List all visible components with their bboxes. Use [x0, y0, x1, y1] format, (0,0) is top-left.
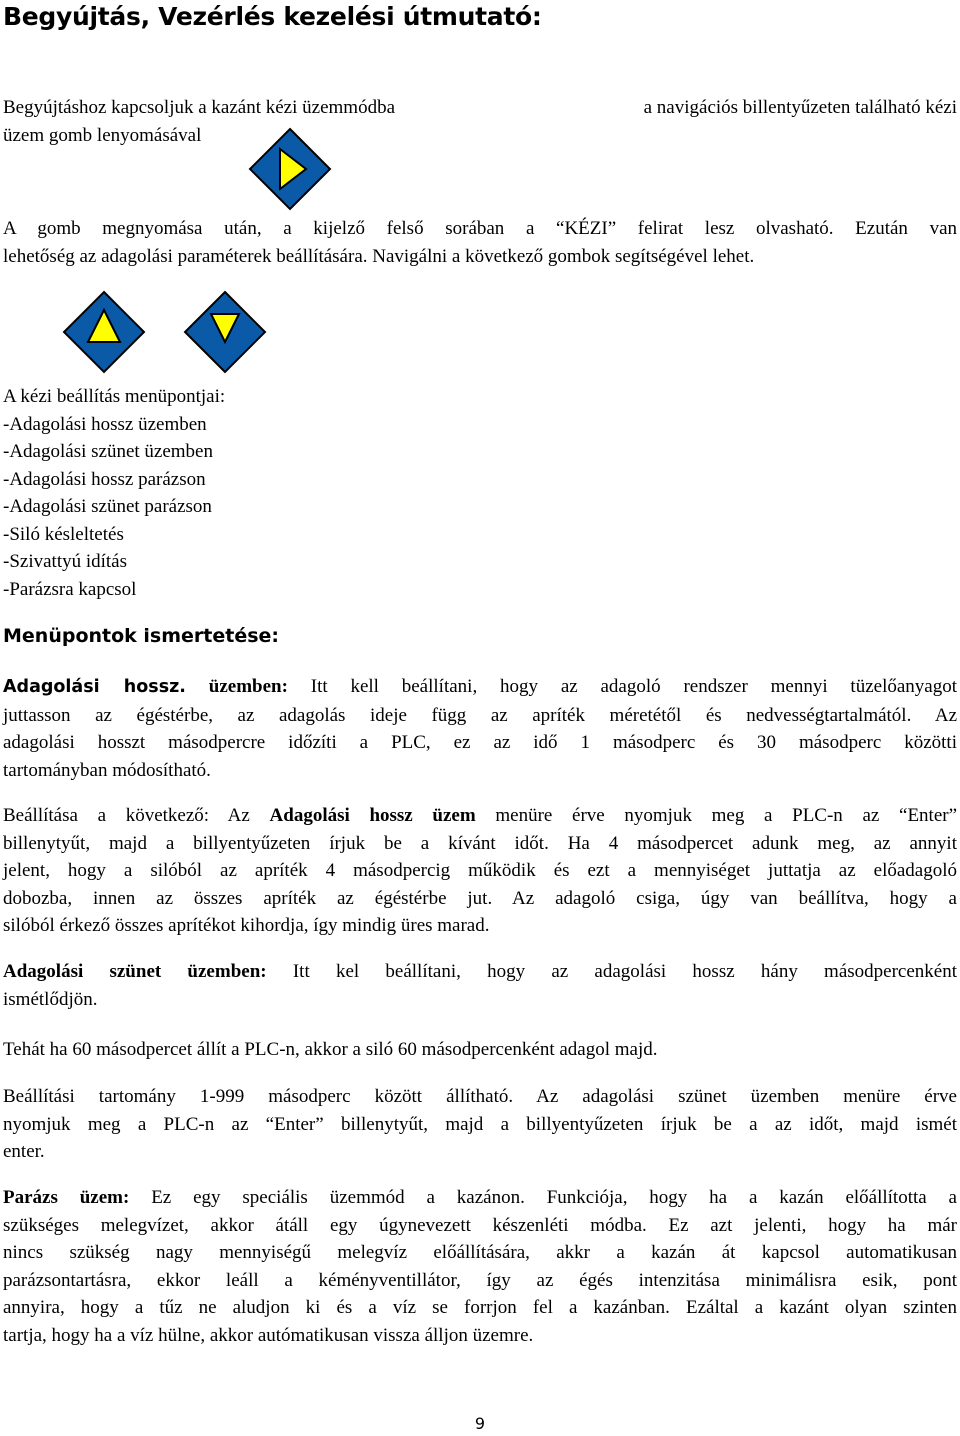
p6-line1: Ez egy speciális üzemmód a kazánon. Funkciója, hogy ha a kazán előállította a [151, 1187, 957, 1208]
section-heading: Menüpontok ismertetése: [3, 625, 280, 647]
intro-line1-right: a navigációs billentyűzeten található kézi [643, 97, 957, 118]
p1-line2-end: Az [934, 704, 957, 726]
p2-bold-menu: Adagolási hossz üzem [269, 805, 476, 826]
range-paragraph [3, 1083, 957, 1166]
p2-line3: jelent, hogy a silóból az apríték 4 másodpercig működik és ezt a mennyiséget juttatja az előadagoló [3, 860, 957, 881]
p5-line3: enter. [3, 1141, 45, 1162]
p4-line1: Tehát ha 60 másodpercet állít a PLC-n, akkor a siló 60 másodpercenként adagol majd. [3, 1039, 658, 1060]
p2-line4: dobozba, innen az összes apríték az égéstérbe jut. Az adagoló csiga, úgy van beállítva, hogy a [3, 887, 957, 909]
ember-mode-paragraph [3, 1184, 957, 1349]
list-item: -Adagolási hossz üzemben [3, 413, 207, 435]
up-arrow-button-icon [62, 290, 146, 374]
feed-pause-label: Adagolási szünet üzemben: [3, 961, 267, 982]
setting-paragraph [3, 802, 957, 940]
p6-line4: parázsontartásra, ekkor leáll a kéményventillátor, így az égés intenzitása minimálisra esik, pont [3, 1269, 957, 1291]
p2-line1a: Beállítása a következő: Az [3, 805, 250, 826]
page-title: Begyújtás, Vezérlés kezelési útmutató: [3, 2, 542, 31]
p3-line2: ismétlődjön. [3, 988, 98, 1010]
list-item: -Siló késleltetés [3, 523, 124, 545]
p1-line1: Itt kell beállítani, hogy az adagoló rendszer mennyi tüzelőanyagot [310, 676, 957, 697]
menu-list [3, 383, 957, 603]
p2-line5: silóból érkező összes aprítékot kihordja, így mindig üres marad. [3, 915, 490, 936]
manual-mode-button-icon [248, 127, 332, 211]
after-press-paragraph [3, 215, 957, 270]
ember-mode-label: Parázs üzem: [3, 1187, 130, 1208]
p5-line2: nyomjuk meg a PLC-n az “Enter” billenytyűt, majd a billyentyűzeten írjuk be a az időt, majd ismét [3, 1113, 957, 1135]
intro-paragraph [3, 94, 957, 149]
list-item: -Adagolási szünet üzemben [3, 441, 213, 462]
after-press-line2: lehetőség az adagolási paraméterek beállítására. Navigálni a következő gombok segítségével lehet. [3, 245, 755, 267]
page-number: 9 [474, 1414, 486, 1433]
intro-line2: üzem gomb lenyomásával [3, 124, 202, 146]
p1-line4: tartományban módosítható. [3, 759, 211, 781]
p6-line3: nincs szükség nagy mennyiségű melegvíz előállítására, akkr a kazán át kapcsol automatikusan [3, 1242, 957, 1263]
feed-pause-paragraph [3, 958, 957, 1013]
p5-line1: Beállítási tartomány 1-999 másodperc között állítható. Az adagolási szünet üzemben menüre érve [3, 1086, 957, 1107]
after-press-line1: A gomb megnyomása után, a kijelző felső sorában a “KÉZI” felirat lesz olvasható. Ezután van [3, 218, 957, 239]
p1-line3: adagolási hosszt másodpercre időzíti a PLC, ez az idő 1 másodperc és 30 másodperc közötti [3, 732, 957, 753]
feed-length-paragraph [3, 673, 957, 784]
p6-line6: tartja, hogy ha a víz hülne, akkor autómatikusan vissza álljon üzemre. [3, 1324, 534, 1346]
intro-line1-left: Begyújtáshoz kapcsoljuk a kazánt kézi üzemmódba [3, 97, 396, 118]
list-item: -Adagolási hossz parázson [3, 468, 206, 490]
down-arrow-button-icon [183, 290, 267, 374]
p3-line1: Itt kel beállítani, hogy az adagolási hossz hány másodpercenként [292, 961, 957, 982]
list-item: -Szivattyú idítás [3, 551, 128, 572]
p2-line2: billenytyűt, majd a billyentyűzeten írjuk be a kívánt időt. Ha 4 másodpercet adunk meg, az annyit [3, 832, 957, 854]
p6-line2: szükséges melegvízet, akkor átáll egy úgynevezett készenléti módba. Ez azt jelenti, hogy ha már [3, 1214, 957, 1236]
list-item: -Parázsra kapcsol [3, 578, 137, 600]
menu-intro: A kézi beállítás menüpontjai: [3, 386, 226, 407]
p6-line5: annyira, hogy a tűz ne aludjon ki és a víz se forrjon fel a kazánban. Ezáltal a kazánt olyan szinten [3, 1297, 957, 1318]
p1-line2: juttasson az égéstérbe, az adagolás ideje függ az apríték méretétől és nedvességtartalmától. [3, 704, 912, 726]
feed-length-label-mode: üzemben: [208, 676, 288, 697]
p2-line1b: menüre érve nyomjuk meg a PLC-n az “Enter” [495, 805, 958, 826]
feed-length-label: Adagolási hossz. [3, 677, 186, 697]
list-item: -Adagolási szünet parázson [3, 496, 212, 517]
example-paragraph [3, 1036, 957, 1064]
